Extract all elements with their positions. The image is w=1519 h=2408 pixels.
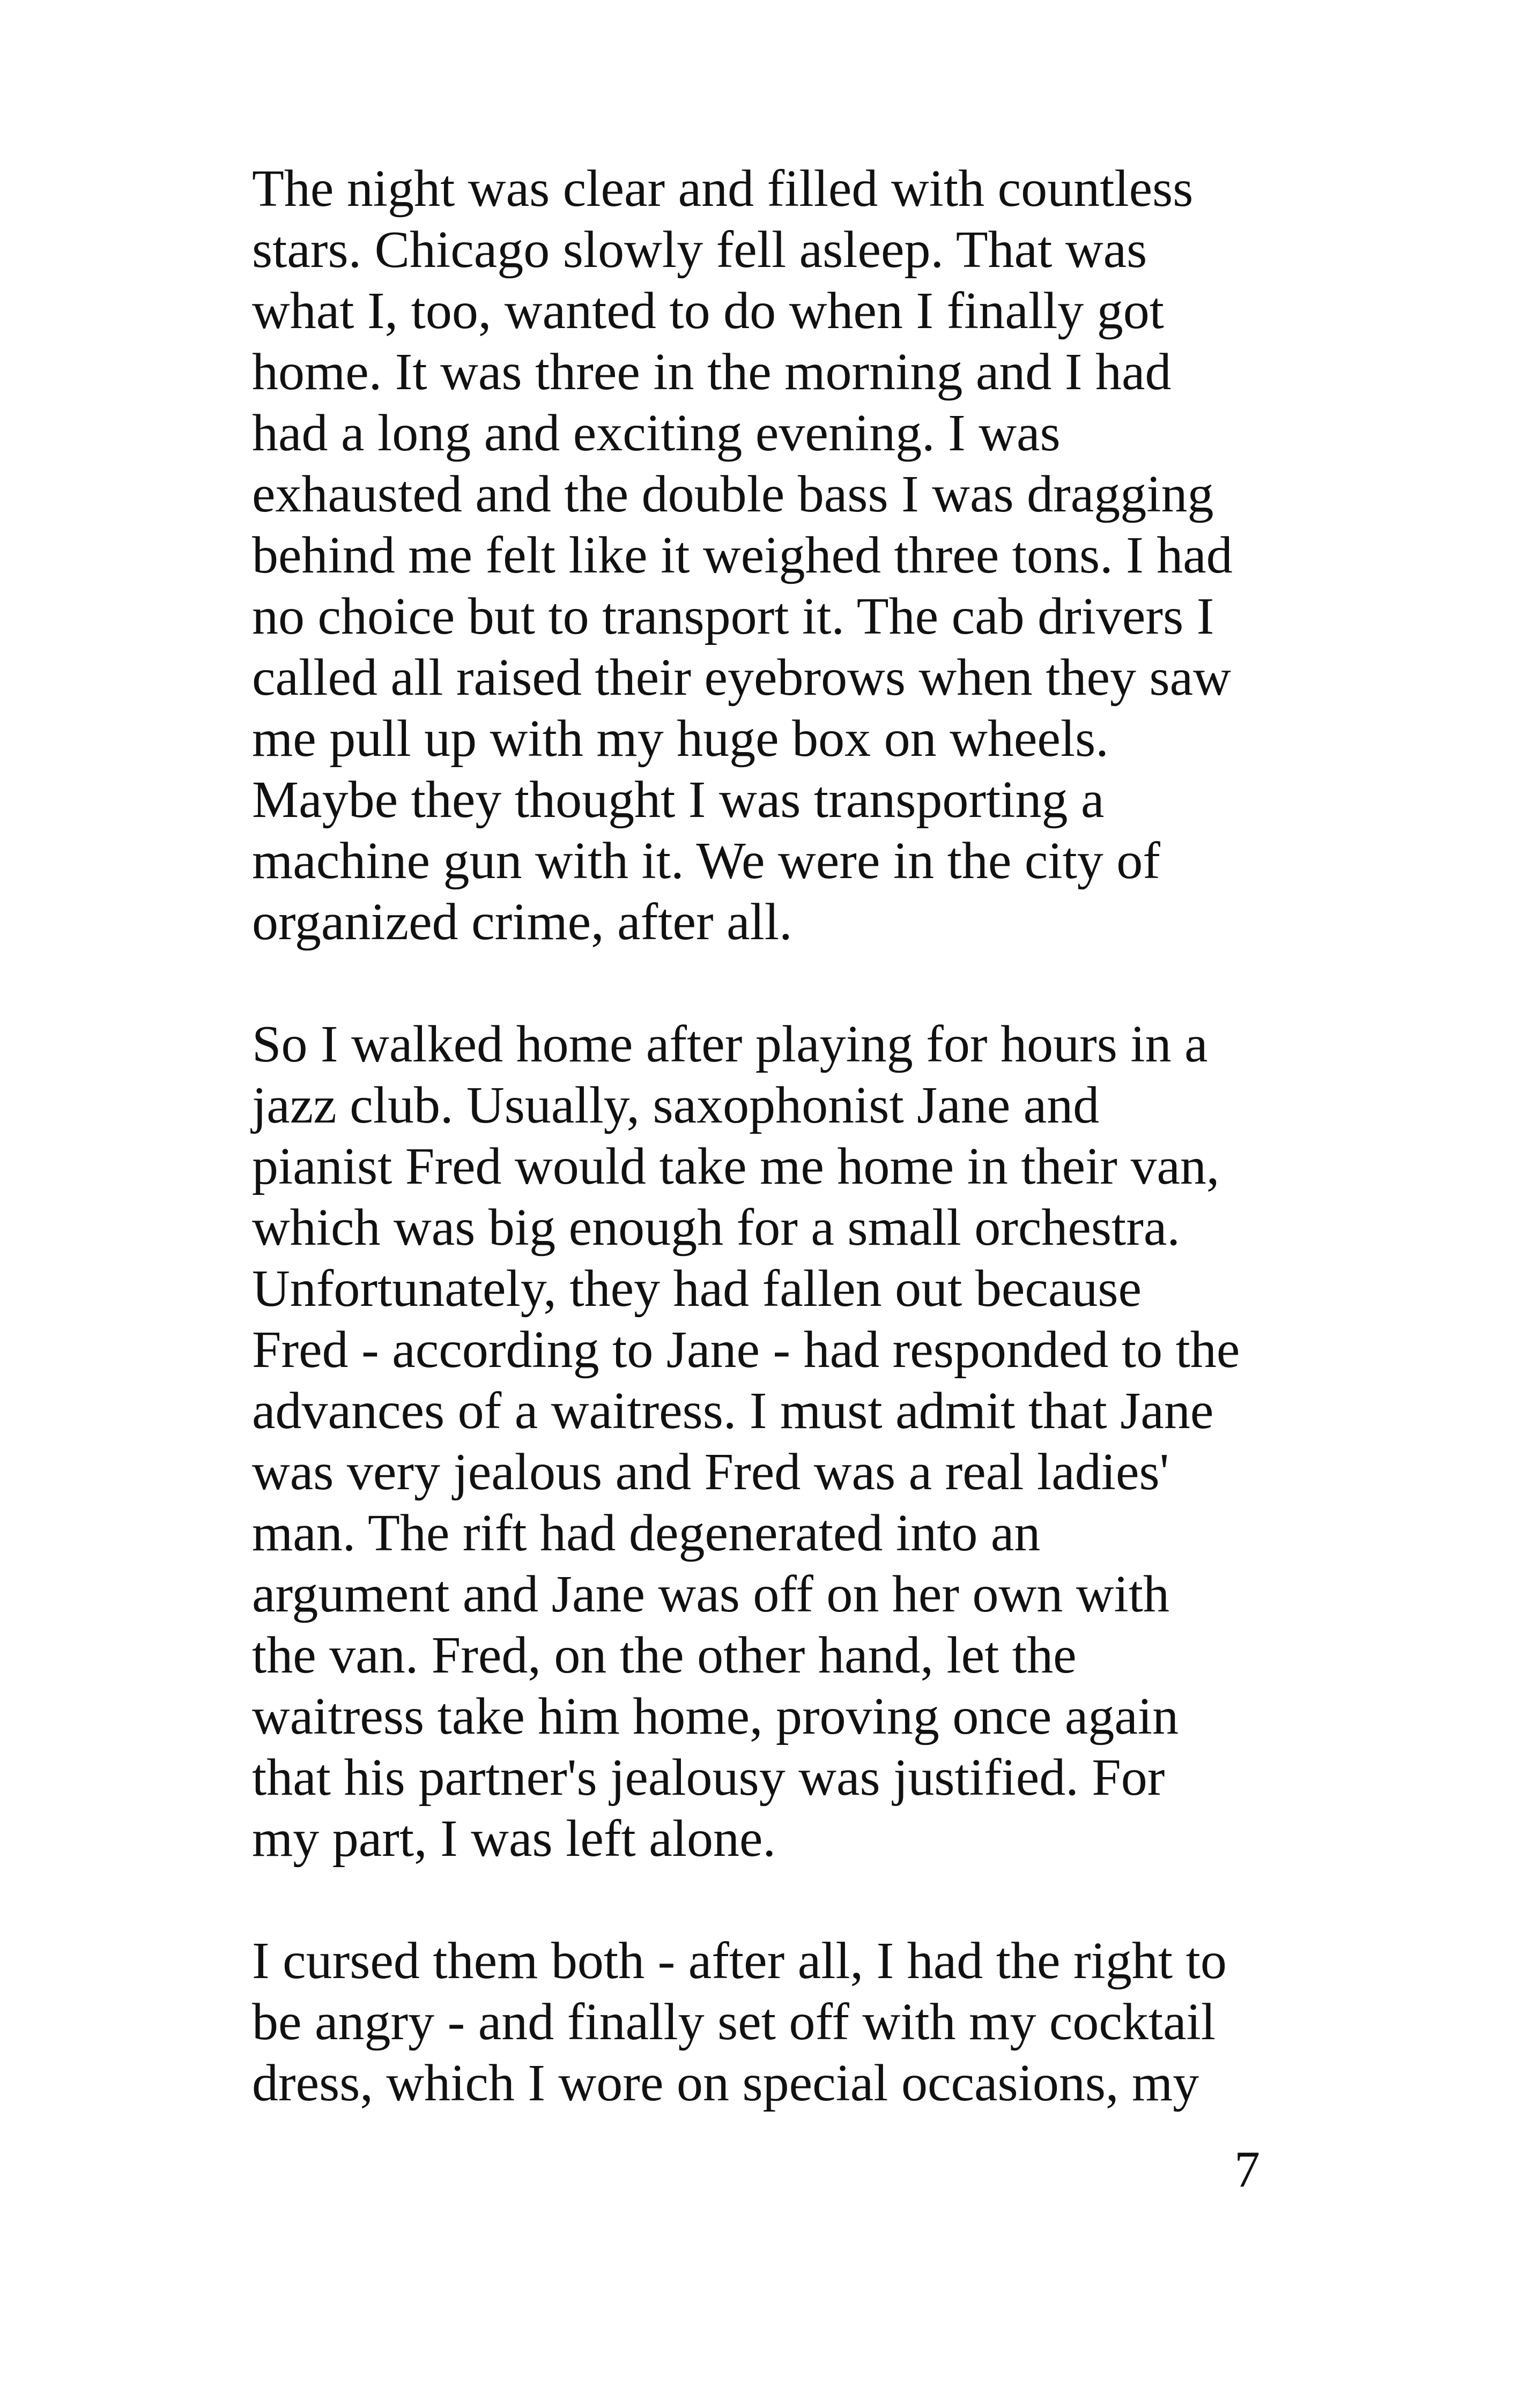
text-line: that his partner's jealousy was justified. For (252, 1749, 1165, 1807)
text-line: dress, which I wore on special occasions, my (252, 2054, 1199, 2112)
text-line: no choice but to transport it. The cab drivers I (252, 588, 1214, 645)
text-line: exhausted and the double bass I was dragging (252, 465, 1214, 523)
text-line: the van. Fred, on the other hand, let the (252, 1626, 1077, 1684)
text-line: advances of a waitress. I must admit that Jane (252, 1382, 1214, 1440)
text-line: I cursed them both - after all, I had the right to (252, 1932, 1227, 1990)
text-line: Maybe they thought I was transporting a (252, 771, 1105, 829)
text-line: machine gun with it. We were in the city of (252, 832, 1160, 890)
paragraph-1 (252, 158, 1260, 953)
text-line: stars. Chicago slowly fell asleep. That was (252, 221, 1147, 279)
text-line: Fred - according to Jane - had responded to the (252, 1321, 1240, 1379)
text-line: organized crime, after all. (252, 893, 792, 951)
text-line: had a long and exciting evening. I was (252, 404, 1061, 462)
text-line: Unfortunately, they had fallen out because (252, 1260, 1142, 1318)
text-line: was very jealous and Fred was a real ladies' (252, 1443, 1169, 1501)
text-line: called all raised their eyebrows when they saw (252, 649, 1231, 707)
page-number: 7 (1234, 2141, 1260, 2198)
text-line: my part, I was left alone. (252, 1810, 776, 1868)
text-line: jazz club. Usually, saxophonist Jane and (252, 1076, 1100, 1134)
text-line: pianist Fred would take me home in their van, (252, 1138, 1220, 1195)
text-line: The night was clear and filled with countless (252, 160, 1194, 218)
text-line: home. It was three in the morning and I had (252, 343, 1172, 401)
text-line: be angry - and finally set off with my cocktail (252, 1993, 1216, 2051)
text-line: waitress take him home, proving once again (252, 1688, 1179, 1745)
text-line: me pull up with my huge box on wheels. (252, 710, 1109, 768)
text-line: behind me felt like it weighed three tons. I had (252, 526, 1233, 584)
text-line: which was big enough for a small orchestra. (252, 1199, 1180, 1257)
body-text (252, 158, 1260, 2114)
paragraph-3 (252, 1930, 1260, 2114)
text-line: argument and Jane was off on her own with (252, 1565, 1169, 1623)
paragraph-2 (252, 1014, 1260, 1869)
text-line: what I, too, wanted to do when I finally got (252, 282, 1165, 340)
text-line: man. The rift had degenerated into an (252, 1504, 1041, 1562)
text-line: So I walked home after playing for hours in a (252, 1015, 1208, 1073)
